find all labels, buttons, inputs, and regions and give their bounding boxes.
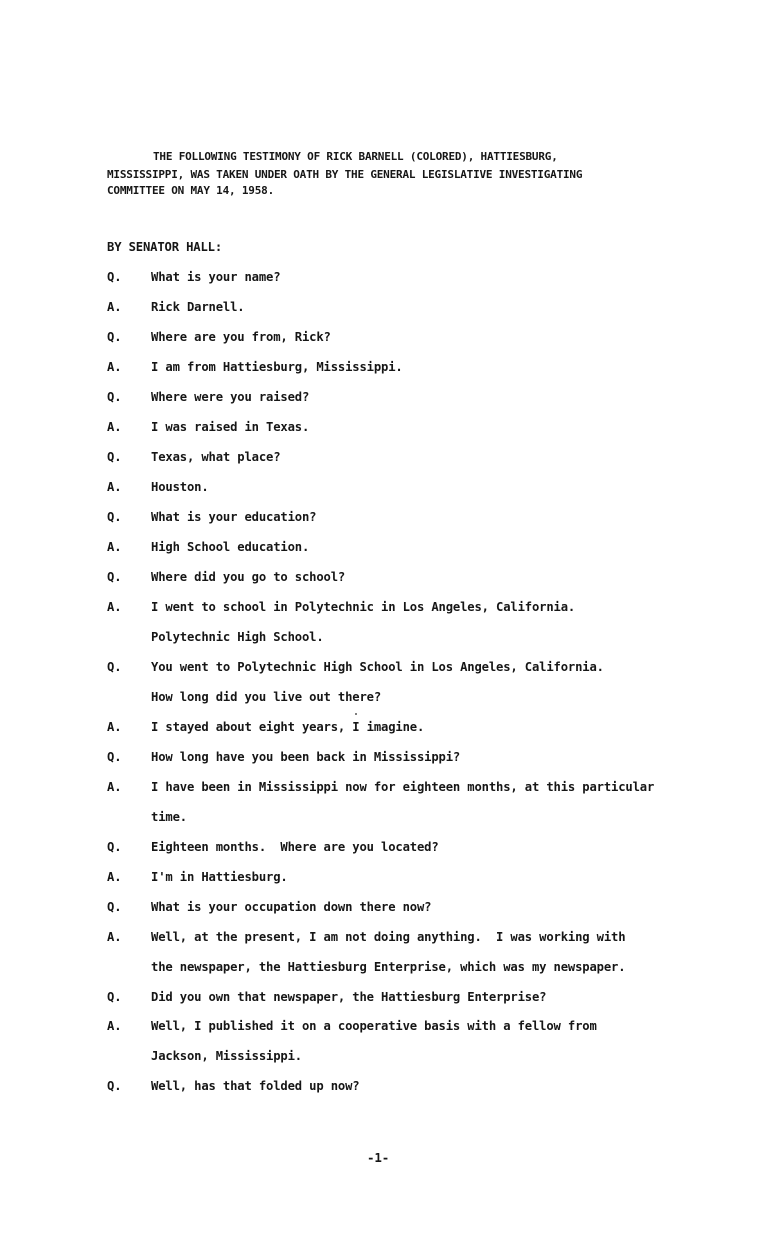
answer-text: Rick Darnell.: [151, 300, 245, 314]
question-label: Q.: [107, 510, 122, 524]
question-label: Q.: [107, 390, 122, 404]
answer-text: Houston.: [151, 480, 209, 494]
question-label: Q.: [107, 660, 122, 674]
answer-text: I have been in Mississippi now for eighteen months, at this particular: [151, 780, 655, 794]
question-text: Texas, what place?: [151, 450, 281, 464]
question-text: Where are you from, Rick?: [151, 330, 331, 344]
question-label: Q.: [107, 330, 122, 344]
page-number: -1-: [367, 1150, 390, 1165]
continuation-text: Jackson, Mississippi.: [151, 1049, 302, 1063]
answer-label: A.: [107, 480, 122, 494]
answer-text: I stayed about eight years, I imagine.: [151, 720, 425, 734]
question-text: Did you own that newspaper, the Hattiesburg Enterprise?: [151, 990, 547, 1004]
continuation-text: How long did you live out there?: [151, 690, 381, 704]
header-line-1: THE FOLLOWING TESTIMONY OF RICK BARNELL (COLORED), HATTIESBURG,: [153, 150, 558, 163]
answer-label: A.: [107, 870, 122, 884]
answer-label: A.: [107, 300, 122, 314]
question-label: Q.: [107, 450, 122, 464]
question-text: What is your education?: [151, 510, 317, 524]
continuation-text: Polytechnic High School.: [151, 630, 324, 644]
question-label: Q.: [107, 270, 122, 284]
header-line-2: MISSISSIPPI, WAS TAKEN UNDER OATH BY THE GENERAL LEGISLATIVE INVESTIGATING: [107, 168, 583, 181]
answer-label: A.: [107, 1019, 122, 1033]
answer-text: I went to school in Polytechnic in Los Angeles, California.: [151, 600, 576, 614]
answer-label: A.: [107, 720, 122, 734]
question-text: How long have you been back in Mississippi?: [151, 750, 461, 764]
question-text: Where were you raised?: [151, 390, 310, 404]
answer-label: A.: [107, 600, 122, 614]
question-label: Q.: [107, 570, 122, 584]
header-line-3: COMMITTEE ON MAY 14, 1958.: [107, 184, 274, 197]
answer-label: A.: [107, 540, 122, 554]
question-text: Eighteen months. Where are you located?: [151, 840, 439, 854]
answer-label: A.: [107, 420, 122, 434]
answer-text: High School education.: [151, 540, 310, 554]
question-label: Q.: [107, 900, 122, 914]
question-text: What is your occupation down there now?: [151, 900, 432, 914]
question-label: Q.: [107, 750, 122, 764]
question-text: What is your name?: [151, 270, 281, 284]
scan-speck: [355, 713, 357, 715]
answer-text: I am from Hattiesburg, Mississippi.: [151, 360, 403, 374]
answer-label: A.: [107, 360, 122, 374]
answer-label: A.: [107, 780, 122, 794]
answer-text: I was raised in Texas.: [151, 420, 310, 434]
answer-text: Well, I published it on a cooperative basis with a fellow from: [151, 1019, 597, 1033]
question-text: Where did you go to school?: [151, 570, 346, 584]
question-text: Well, has that folded up now?: [151, 1079, 360, 1093]
answer-label: A.: [107, 930, 122, 944]
question-label: Q.: [107, 990, 122, 1004]
question-label: Q.: [107, 840, 122, 854]
question-text: You went to Polytechnic High School in Los Angeles, California.: [151, 660, 604, 674]
examiner-heading: BY SENATOR HALL:: [107, 240, 222, 254]
question-label: Q.: [107, 1079, 122, 1093]
answer-text: Well, at the present, I am not doing anything. I was working with: [151, 930, 626, 944]
continuation-text: the newspaper, the Hattiesburg Enterprise, which was my newspaper.: [151, 960, 626, 974]
answer-text: I'm in Hattiesburg.: [151, 870, 288, 884]
continuation-text: time.: [151, 810, 187, 824]
